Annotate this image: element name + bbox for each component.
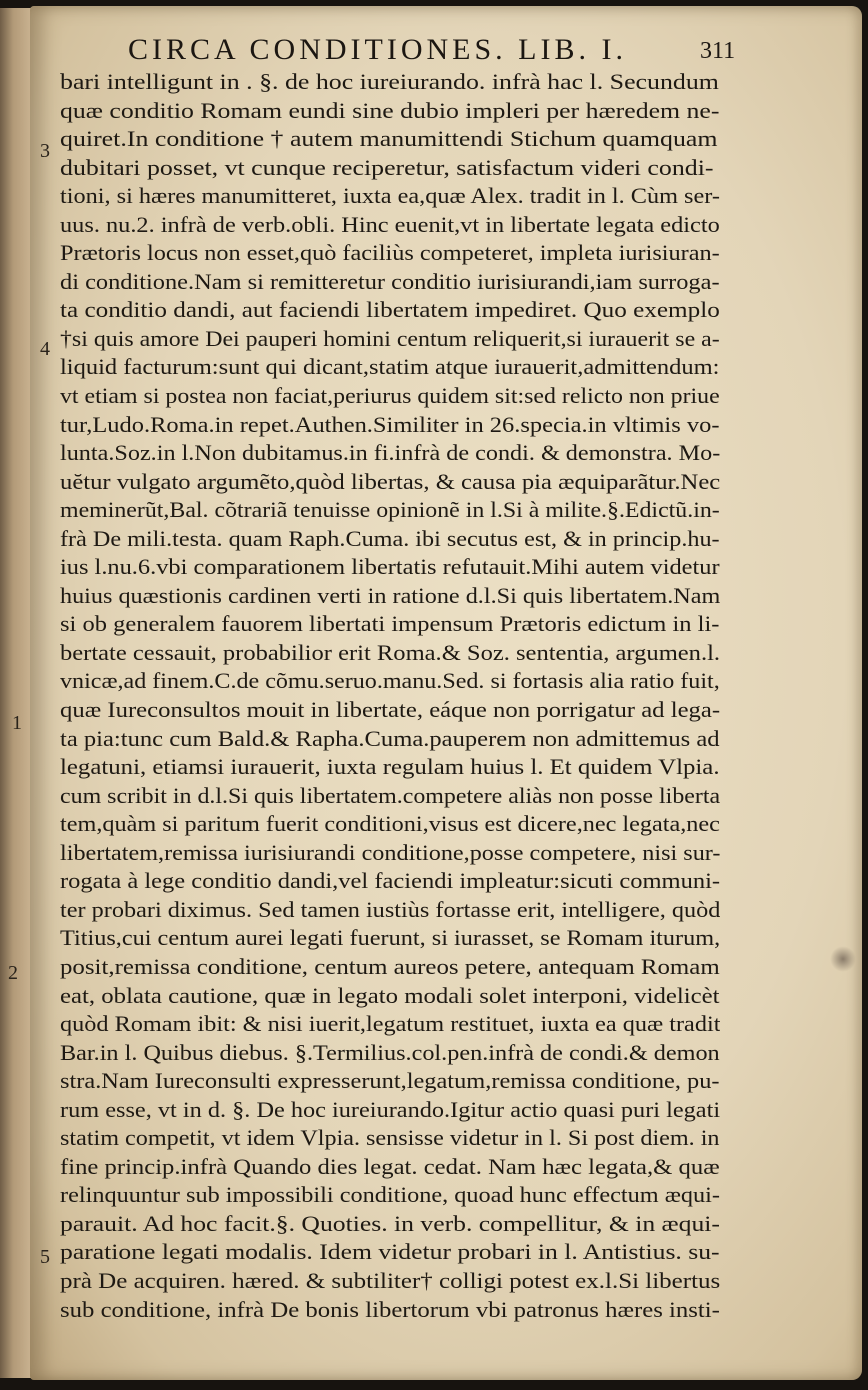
text-line: posit,remissa conditione, centum aureos petere, antequam Romam: [60, 953, 720, 979]
text-line: rum esse, vt in d. §. De hoc iureiurando.Igitur actio quasi puri legati: [60, 1096, 720, 1122]
text-line: ter probari diximus. Sed tamen iustiùs fortasse erit, intelligere, quòd: [60, 896, 720, 922]
text-line: uĕtur vulgato argumẽto,quòd libertas, & causa pia æquiparãtur.Nec: [60, 468, 720, 494]
text-line: fine princip.infrà Quando dies legat. cedat. Nam hæc legata,& quæ: [60, 1153, 720, 1179]
page-number: 311: [700, 38, 736, 64]
text-line: ta conditio dandi, aut faciendi libertatem impediret. Quo exemplo: [60, 297, 720, 323]
text-line: Bar.in l. Quibus diebus. §.Termilius.col.pen.infrà de condi.& demon: [60, 1039, 720, 1065]
text-line: lunta.Soz.in l.Non dubitamus.in fi.infrà de condi. & demonstra. Mo-: [60, 440, 720, 466]
text-line: sub conditione, infrà De bonis libertorum vbi patronus hæres insti-: [60, 1296, 720, 1322]
text-line: bertate cessauit, probabilior erit Roma.& Soz. sententia, argumen.l.: [60, 639, 720, 665]
text-line: rogata à lege conditio dandi,vel faciendi impleatur:sicuti communi-: [60, 868, 720, 894]
text-line: frà De mili.testa. quam Raph.Cuma. ibi secutus est, & in princip.hu-: [60, 525, 720, 551]
text-line: statim competit, vt idem Vlpia. sensisse videtur in l. Si post diem. in: [60, 1125, 720, 1151]
text-line: prà De acquiren. hæred. & subtiliter† colligi potest ex.l.Si libertus: [60, 1267, 721, 1293]
text-line: tioni, si hæres manumitteret, iuxta ea,quæ Alex. tradit in l. Cùm ser-: [60, 183, 720, 209]
margin-number-1: 1: [12, 712, 22, 734]
text-line: quæ Iureconsultos mouit in libertate, eáque non porrigatur ad lega-: [60, 697, 720, 723]
running-title: CIRCA CONDITIONES. LIB. I.: [128, 33, 627, 66]
text-line: dubitari posset, vt cunque reciperetur, satisfactum videri condi-: [60, 154, 714, 180]
text-line: tem,quàm si paritum fuerit conditioni,visus est dicere,nec legata,nec: [60, 811, 720, 837]
text-line: huius quæstionis cardinen verti in ratione d.l.Si quis libertatem.Nam: [60, 582, 720, 608]
body-text: [60, 68, 720, 1324]
text-line: si ob generalem fauorem libertati impensum Prætoris edictum in li-: [60, 611, 720, 637]
text-line: ta pia:tunc cum Bald.& Rapha.Cuma.pauperem non admittemus ad: [60, 725, 720, 751]
text-line: di conditione.Nam si remitteretur conditio iurisiurandi,iam surroga-: [60, 268, 720, 294]
text-line: liquid facturum:sunt qui dicant,statim atque iurauerit,admittendum:: [60, 354, 720, 380]
text-line: relinquuntur sub impossibili conditione, quoad hunc effectum æqui-: [60, 1182, 720, 1208]
margin-number-5: 5: [40, 1246, 50, 1268]
text-line: eat, oblata cautione, quæ in legato modali solet interponi, videlicèt: [60, 982, 720, 1008]
page-stain: [830, 946, 856, 972]
text-line: quæ conditio Romam eundi sine dubio impleri per hæredem ne-: [60, 97, 720, 123]
text-line: bari intelligunt in . §. de hoc iureiurando. infrà hac l. Secundum: [60, 69, 719, 94]
text-line: legatuni, etiamsi iurauerit, iuxta regulam huius l. Et quidem Vlpia.: [60, 754, 720, 780]
text-line: vnicæ,ad finem.C.de cõmu.seruo.manu.Sed. si fortasis alia ratio fuit,: [60, 668, 720, 694]
text-line: †si quis amore Dei pauperi homini centum reliquerit,si iurauerit se a-: [60, 325, 720, 351]
text-line: paratione legati modalis. Idem videtur probari in l. Antistius. su-: [60, 1239, 720, 1265]
text-line: libertatem,remissa iurisiurandi conditione,posse competere, nisi sur-: [60, 839, 720, 865]
text-line: stra.Nam Iureconsulti expresserunt,legatum,remissa conditione, pu-: [60, 1068, 720, 1094]
text-line: vt etiam si postea non faciat,periurus quidem sit:sed relicto non priue: [60, 383, 720, 409]
text-line: Titius,cui centum aurei legati fuerunt, si iurasset, se Romam iturum,: [60, 925, 720, 951]
text-line: Prætoris locus non esset,quò faciliùs competeret, impleta iurisiuran-: [60, 240, 720, 266]
text-line: meminerũt,Bal. cõtrariã tenuisse opinionẽ in l.Si à milite.§.Edictũ.in-: [60, 497, 720, 523]
text-line: uus. nu.2. infrà de verb.obli. Hinc euenit,vt in libertate legata edicto: [60, 211, 720, 237]
margin-number-4: 4: [40, 338, 50, 360]
text-line: quiret.In conditione † autem manumittendi Stichum quamquam: [60, 126, 718, 152]
margin-number-3: 3: [40, 140, 50, 162]
text-line: parauit. Ad hoc facit.§. Quoties. in verb. compellitur, & in æqui-: [60, 1210, 720, 1236]
text-line: tur,Ludo.Roma.in repet.Authen.Similiter in 26.specia.in vltimis vo-: [60, 411, 720, 437]
margin-number-2: 2: [8, 962, 18, 984]
text-line: ius l.nu.6.vbi comparationem libertatis refutauit.Mihi autem videtur: [60, 554, 720, 580]
text-line: quòd Romam ibit: & nisi iuerit,legatum restituet, iuxta ea quæ tradit: [60, 1011, 720, 1037]
text-line: cum scribit in d.l.Si quis libertatem.competere aliàs non posse liberta: [60, 782, 720, 808]
